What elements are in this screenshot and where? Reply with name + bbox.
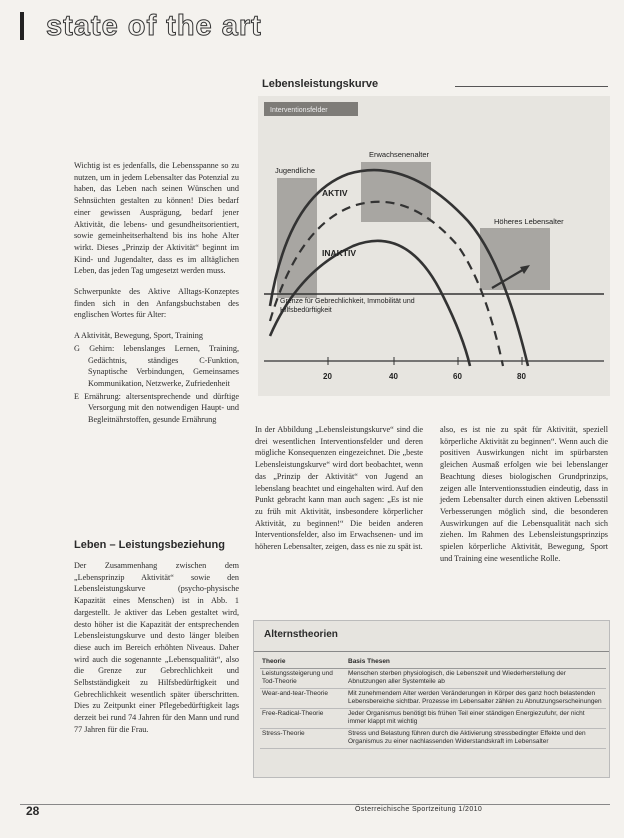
lebensleistungskurve-chart xyxy=(258,96,610,396)
box-rule xyxy=(254,651,609,652)
middle-column xyxy=(255,424,423,562)
threshold-label-1: Grenze für Gebrechlichkeit, Immobilität und xyxy=(280,298,415,305)
header-bar xyxy=(20,12,24,40)
table-row xyxy=(260,728,606,748)
theorien-table xyxy=(260,657,606,749)
header-theorie: Theorie xyxy=(260,657,346,668)
right-column xyxy=(440,424,608,573)
footer-rule xyxy=(20,804,610,805)
inaktiv-label: INAKTIV xyxy=(322,248,356,258)
table-row xyxy=(260,668,606,688)
page-header-title: state of the art xyxy=(46,10,262,42)
hoeheres-lebensalter-label: Höheres Lebensalter xyxy=(494,217,564,226)
threshold-label-2: Hilfsbedürftigkeit xyxy=(280,307,332,314)
middle-paragraph: In der Abbildung „Lebensleistungskurve“ sind die drei wesentlichen Interventionsfelder und deren mögliche Konsequenzen eingezeichnet. Die „beste Lebensleistungskurve“ wird dort beobachtet, wenn das „Prinzip der Aktivität“ von Jugend an lebenslang beachtet und eingehalten wird. Auf den Punkt gebracht kann man auch sagen: „Es ist nie zu früh mit Aktivität, insbesondere körperlicher Aktivität, zu beginnen!“ Die beiden anderen Interventionsfelder, also im Erwachsenen- und im höheren Lebensalter, zeigen, dass es nie zu spät ist. xyxy=(255,425,423,552)
list-item-e: E Ernährung: altersentsprechende und dürftige Versorgung mit den notwendigen Haupt- und Begleitnährstoffen, gesunde Ernährung xyxy=(74,391,239,425)
tick-label-40: 40 xyxy=(389,372,398,381)
right-paragraph: also, es ist nie zu spät für Aktivität, speziell körperliche Aktivität zu beginnen“. Wenn auch die positiven Auswirkungen nicht im spürbarsten gleichen Ausmaß erfolgen wie bei lebenslanger Beachtung dieses biologischen Grundprinzips, zeigen alle Interventionsstudien eindeutig, dass in jedem Lebensalter durch einen aktiven Lebensstil Verbesserungen möglich sind, die besonderen Auswirkungen auf die Lebensqualität nach sich ziehen. Im Rahmen des Lebensleistungsprinzips spielen körperliche Aktivität, Bewegung, Sport und Training eine wesentliche Rolle. xyxy=(440,425,608,563)
alternstheorien-box xyxy=(253,620,610,778)
journal-footer: Österreichische Sportzeitung 1/2010 xyxy=(355,806,483,813)
page-number: 28 xyxy=(26,804,40,818)
table-row xyxy=(260,688,606,708)
table-row xyxy=(260,708,606,728)
row-theorie: Free-Radical-Theorie xyxy=(260,708,346,728)
erwachsenenalter-label: Erwachsenenalter xyxy=(369,150,430,159)
aktiv-label: AKTIV xyxy=(322,188,348,198)
list-item-a: A Aktivität, Bewegung, Sport, Training xyxy=(74,331,203,341)
age-list xyxy=(74,330,239,426)
row-theorie: Stress-Theorie xyxy=(260,728,346,748)
aktiv-konzept-paragraph: Schwerpunkte des Aktive Alltags-Konzeptes finden sich in den Anfangsbuchstaben des englischen Wortes für Alter: xyxy=(74,287,239,320)
row-thesen: Jeder Organismus benötigt bis frühen Teil einer ständigen Energiezufuhr, der nicht immer klappt mit wichtig xyxy=(346,708,606,728)
row-thesen: Stress und Belastung führen durch die Aktivierung stressbedingter Effekte und den Organismus zu einer nachlassenden Widerstandskraft im Lebensalter xyxy=(346,728,606,748)
tick-label-60: 60 xyxy=(453,372,462,381)
row-theorie: Leistungssteigerung und Tod-Theorie xyxy=(260,668,346,688)
chart-title-rule xyxy=(455,86,608,87)
tick-label-80: 80 xyxy=(517,372,526,381)
box-title: Alternstheorien xyxy=(264,629,338,640)
alter-intervention-box xyxy=(480,228,550,290)
list-item-g: G Gehirn: lebenslanges Lernen, Training, Gedächtnis, ständiges C-Funktion, Synaptische Verbindungen, Gemeinsames Kommunikation, Netzwerke, Zufriedenheit xyxy=(74,343,239,388)
interventionsfelder-label: Interventionsfelder xyxy=(270,107,328,114)
section-heading: Leben – Leistungsbeziehung xyxy=(74,539,225,551)
row-theorie: Wear-and-tear-Theorie xyxy=(260,688,346,708)
row-thesen: Mit zunehmendem Alter werden Veränderungen in Körper des ganz hoch belastenden Lebensbereiche sichtbar. Prozesse im Lebensalter zählen zu Abnutzungserscheinungen xyxy=(346,688,606,708)
zusammenhang-paragraph: Der Zusammenhang zwischen dem „Lebensprinzip Aktivität“ sowie den Lebensleistungskurve (psycho-physische Kapazität eines Menschen) ist in Abb. 1 dargestellt. Je aktiver das Leben gestaltet wird, desto höher ist die Kapazität der entsprechenden Lebensleistungskurve und desto länger bleiben diese auch im Bereich erhöhten Niveaus. Daher wird auch die sogenannte „Lebensqualität“, also die Grenze zur Gebrechlichkeit und Selbstständigkeit zu Hilfsbedürftigkeit und Gebrechlichkeit wesentlich später überschritten. Dies zu Zeitpunkt einer Pflegebedürftigkeit lags derzeit bei rund 74 Jahren für den Mann und rund 77 Jahren für die Frau. xyxy=(74,561,239,734)
intro-paragraph: Wichtig ist es jedenfalls, die Lebensspanne so zu nutzen, um in jedem Lebensalter das Potenzial zu haben, das Leben nach seinen Wünschen und Sehnsüchten gestalten zu können! Dies bedarf einer gewissen Ausprägung, bedarf jener Aktivität, die lebens- und gesundheitsorientiert, sowie gemeinheitserhaltend bis ins hohe Alter wirkt. Dieses „Prinzip der Aktivität“ beginnt im Kind- und Jugendalter, dass es im alltäglichen Leben, das jeden Tag umgesetzt werden muss. xyxy=(74,161,239,276)
jugendliche-label: Jugendliche xyxy=(275,166,316,175)
row-thesen: Menschen sterben physiologisch, die Lebenszeit und Wiederherstellung der Abnutzungen aller Systemteile ab xyxy=(346,668,606,688)
header-thesen: Basis Thesen xyxy=(346,657,606,668)
table-header-row xyxy=(260,657,606,668)
left-column-bottom xyxy=(74,560,239,745)
left-column xyxy=(74,160,239,427)
chart-title: Lebensleistungskurve xyxy=(262,78,379,90)
tick-label-20: 20 xyxy=(323,372,332,381)
